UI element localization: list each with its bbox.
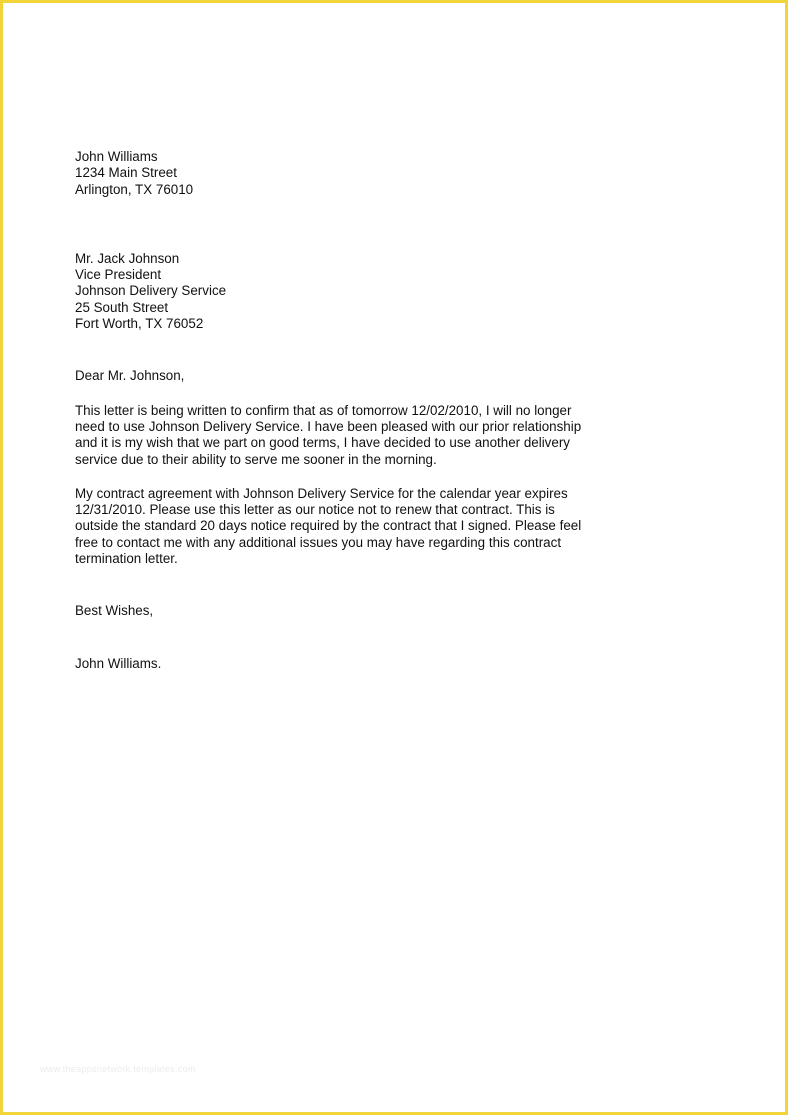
sender-city: Arlington, TX 76010 bbox=[75, 181, 194, 197]
salutation: Dear Mr. Johnson, bbox=[75, 368, 185, 384]
paragraph-2-line: My contract agreement with Johnson Delivery Service for the calendar year expires bbox=[75, 485, 568, 501]
recipient-company: Johnson Delivery Service bbox=[75, 283, 227, 299]
recipient-street: 25 South Street bbox=[75, 299, 169, 315]
sender-name: John Williams bbox=[75, 149, 158, 164]
closing: Best Wishes, bbox=[75, 603, 154, 619]
sender-street: 1234 Main Street bbox=[75, 165, 177, 181]
recipient-name: Mr. Jack Johnson bbox=[75, 250, 180, 266]
recipient-city: Fort Worth, TX 76052 bbox=[75, 316, 204, 332]
paragraph-2-line: outside the standard 20 days notice required by the contract that I signed. Please feel bbox=[75, 518, 582, 534]
recipient-title: Vice President bbox=[75, 267, 162, 283]
paragraph-2-line: termination letter. bbox=[75, 551, 178, 567]
paragraph-1-line: service due to their ability to serve me sooner in the morning. bbox=[75, 451, 437, 467]
recipient-address bbox=[75, 251, 615, 332]
paragraph-1 bbox=[75, 403, 615, 468]
sender-address bbox=[75, 149, 615, 198]
paragraph-1-line: and it is my wish that we part on good terms, I have decided to use another delivery bbox=[75, 435, 570, 451]
paragraph-2-line: 12/31/2010. Please use this letter as our notice not to renew that contract. This is bbox=[75, 502, 555, 518]
paragraph-1-line: need to use Johnson Delivery Service. I have been pleased with our prior relationship bbox=[75, 418, 582, 434]
paragraph-1-line: This letter is being written to confirm that as of tomorrow 12/02/2010, I will no longer bbox=[75, 402, 572, 418]
paragraph-2-line: free to contact me with any additional issues you may have regarding this contract bbox=[75, 534, 562, 550]
paragraph-2 bbox=[75, 486, 615, 567]
watermark: www.theappsnetwork.templates.com bbox=[40, 1064, 196, 1074]
signature: John Williams. bbox=[75, 655, 162, 671]
letter-body bbox=[75, 149, 615, 672]
